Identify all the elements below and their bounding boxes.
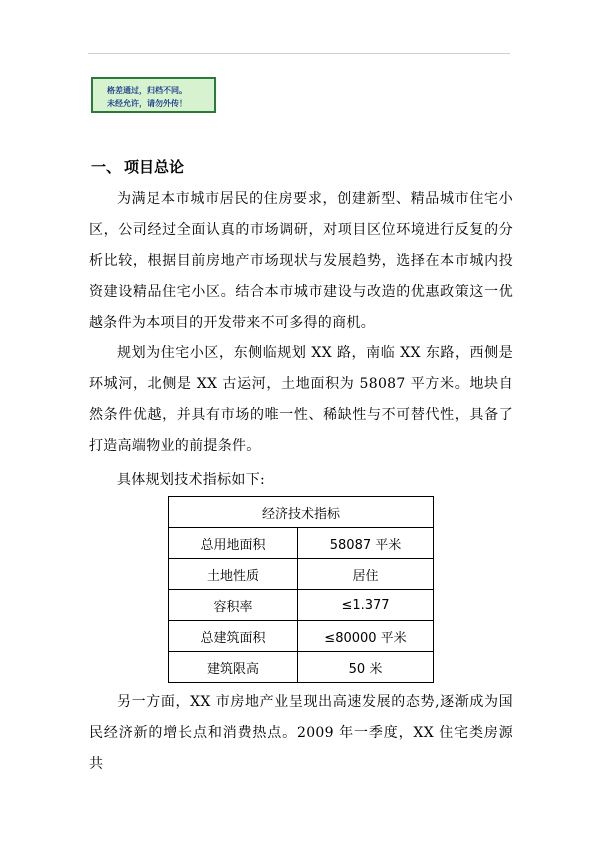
section-heading [91,157,184,177]
paragraph-1: 为满足本市城市居民的住房要求，创建新型、精品城市住宅小区，公司经过全面认真的市场调研，对项目区位环境进行反复的分析比较，根据目前房地产市场现状与发展趋势，选择在本市城内投资建设精品住宅小区。结合本市城市建设与改造的优惠政策这一优越条件为本项目的开发带来不可多得的商机。 [89,191,513,331]
table-row [169,559,434,590]
row-label: 土地性质 [169,559,298,590]
notice-line-1: 格差通过，归档不同。 [107,86,187,95]
notice-line-2: 未经允许，请勿外传！ [107,99,187,108]
row-value: ≤1.377 [298,590,434,621]
tech-indicator-table [168,496,434,683]
table-header-row [169,497,434,528]
paragraph-2: 规划为住宅小区，东侧临规划 XX 路，南临 XX 东路，西侧是环城河，北侧是 XX 古运河，土地面积为 58087 平方米。地块自然条件优越，并具有市场的唯一性、稀缺性与不可替代性，具备了打造高端物业的前提条件。 [89,345,513,454]
table-row [169,652,434,683]
row-label: 总用地面积 [169,528,298,559]
notice-stamp [91,77,216,113]
table-row [169,621,434,652]
row-value: 50 米 [298,652,434,683]
table-row [169,528,434,559]
row-label: 容积率 [169,590,298,621]
paragraph-3: 具体规划技术指标如下: [117,472,266,488]
row-value: 58087 平米 [298,528,434,559]
row-value: ≤80000 平米 [298,621,434,652]
row-label: 总建筑面积 [169,621,298,652]
header-rule [88,53,510,54]
table-row [169,590,434,621]
section-number: 一、 [91,158,122,176]
section-title: 项目总论 [124,158,185,176]
paragraph-4: 另一方面，XX 市房地产业呈现出高速发展的态势,逐渐成为国民经济新的增长点和消费热点。2009 年一季度，XX 住宅类房源共 [89,694,513,772]
table-header: 经济技术指标 [169,497,434,528]
row-value: 居住 [298,559,434,590]
row-label: 建筑限高 [169,652,298,683]
